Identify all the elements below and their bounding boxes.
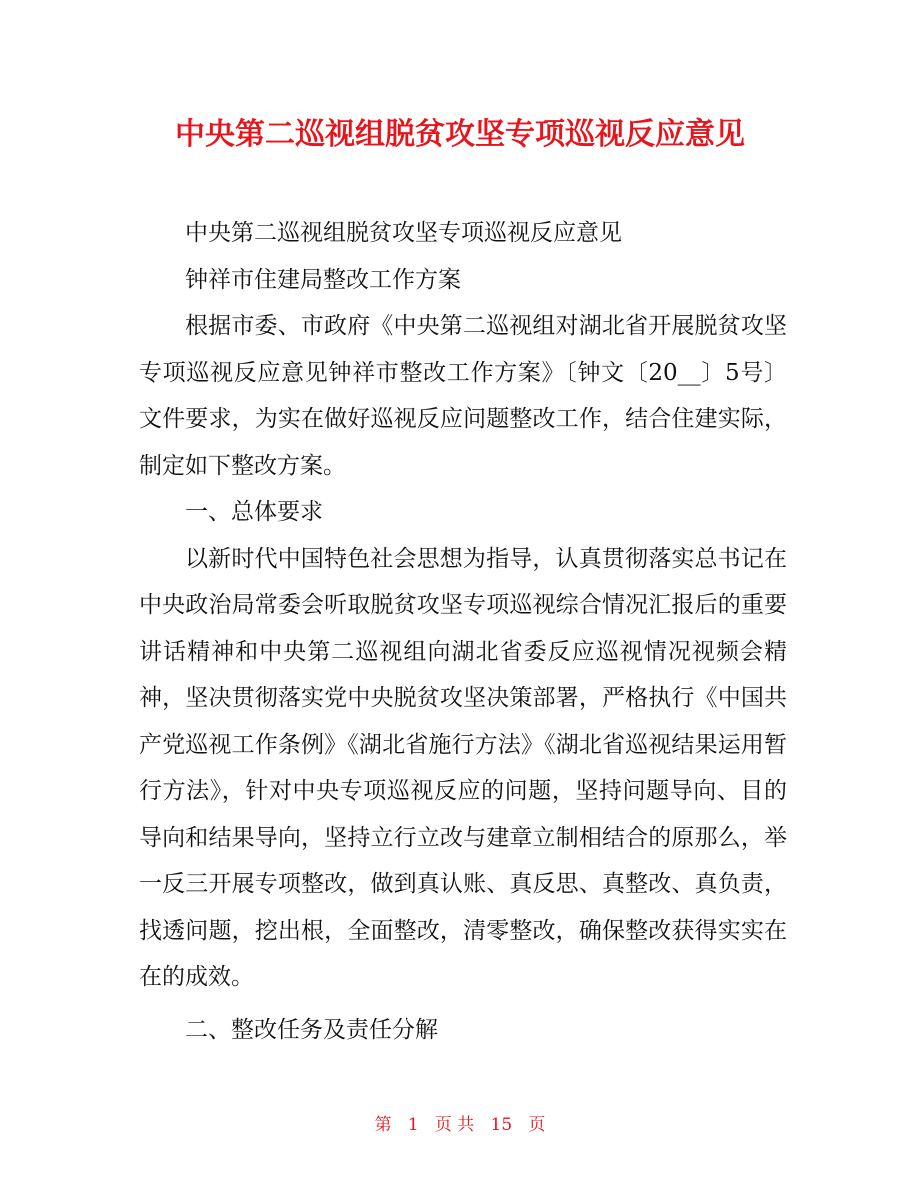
footer-mid: 页 共 <box>434 1115 475 1135</box>
footer-suffix: 页 <box>528 1115 546 1135</box>
intro-paragraph: 根据市委、市政府《中央第二巡视组对湖北省开展脱贫攻坚专项巡视反应意见钟祥市整改工作方案》〔钟文〔20__〕5号〕文件要求，为实在做好巡视反应问题整改工作，结合住建实际，制定如下整改方案。 <box>139 313 787 479</box>
plan-name-line: 钟祥市住建局整改工作方案 <box>185 266 461 293</box>
page-number-footer <box>0 1112 920 1138</box>
footer-prefix: 第 <box>374 1115 392 1135</box>
document-title: 中央第二巡视组脱贫攻坚专项巡视反应意见 <box>175 117 745 152</box>
footer-current-page: 1 <box>407 1115 419 1135</box>
section-heading-tasks: 二、整改任务及责任分解 <box>185 1016 438 1043</box>
footer-total-pages: 15 <box>490 1115 513 1135</box>
subtitle-line: 中央第二巡视组脱贫攻坚专项巡视反应意见 <box>185 220 622 246</box>
general-requirements-paragraph: 以新时代中国特色社会思想为指导，认真贯彻落实总书记在中央政治局常委会听取脱贫攻坚专项巡视综合情况汇报后的重要讲话精神和中央第二巡视组向湖北省委反应巡视情况视频会精神，坚决贯彻落实党中央脱贫攻坚决策部署，严格执行《中国共产党巡视工作条例》《湖北省施行方法》《湖北省巡视结果运用暂行方法》，针对中央专项巡视反应的问题，坚持问题导向、目的导向和结果导向，坚持立行立改与建章立制相结合的原那么，举一反三开展专项整改，做到真认账、真反思、真整改、真负责，找透问题，挖出根，全面整改，清零整改，确保整改获得实实在在的成效。 <box>139 545 787 990</box>
section-heading-general-requirements: 一、总体要求 <box>185 499 323 525</box>
document-body <box>139 210 787 1053</box>
